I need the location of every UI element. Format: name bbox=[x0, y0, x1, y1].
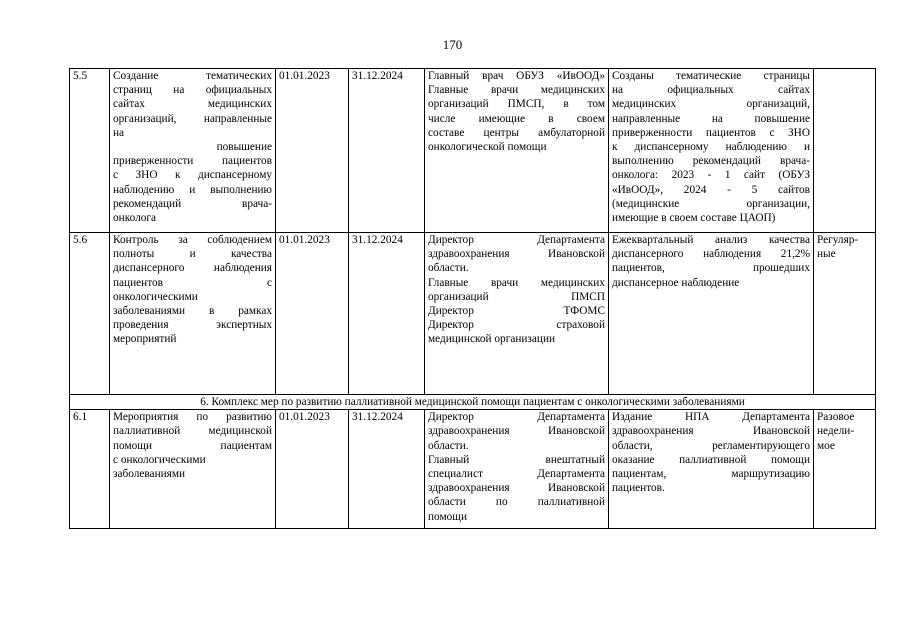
cell-text-line: ные bbox=[817, 248, 836, 261]
cell-text-line: медицинских организаций, bbox=[612, 98, 810, 111]
cell-text-line: онкологическими bbox=[113, 290, 198, 303]
responsible-cell bbox=[425, 410, 609, 529]
cell-text-line: Разовое bbox=[817, 411, 855, 424]
start-date: 01.01.2023 bbox=[276, 410, 349, 529]
table-row-6-1 bbox=[70, 410, 876, 529]
periodicity-cell bbox=[814, 233, 876, 395]
cell-text-line: здравоохранения Ивановской bbox=[428, 482, 605, 495]
cell-text-line: Главные врачи медицинских bbox=[428, 276, 605, 289]
table-row-5-6 bbox=[70, 233, 876, 395]
cell-text-line: заболеваниями в рамках bbox=[113, 305, 272, 318]
cell-text-line: организаций ПМСП bbox=[428, 290, 605, 303]
cell-text-line: диспансерного наблюдения bbox=[113, 262, 272, 275]
cell-text-line: составе центры амбулаторной bbox=[428, 126, 605, 139]
activity-cell bbox=[110, 69, 276, 233]
start-date: 01.01.2023 bbox=[276, 233, 349, 395]
responsible-cell bbox=[425, 69, 609, 233]
cell-text-line: мое bbox=[817, 439, 835, 452]
end-date: 31.12.2024 bbox=[349, 233, 425, 395]
cell-text-line: организаций, направленные bbox=[113, 112, 272, 125]
cell-text-line: Директор ТФОМС bbox=[428, 305, 605, 318]
cell-text-line: пациентам, маршрутизацию bbox=[612, 468, 810, 481]
cell-text-line: Директор Департамента bbox=[428, 234, 605, 246]
cell-text-line: наблюдению и выполнению bbox=[113, 183, 272, 196]
cell-text-line: проведения экспертных bbox=[113, 319, 272, 332]
result-cell bbox=[609, 233, 814, 395]
cell-text-line: здравоохранения Ивановской bbox=[612, 425, 810, 438]
cell-text-line: онкологической помощи bbox=[428, 141, 547, 154]
end-date: 31.12.2024 bbox=[349, 410, 425, 529]
cell-text-line: диспансерное наблюдение bbox=[612, 276, 740, 289]
cell-text-line: Регуляр- bbox=[817, 234, 859, 246]
cell-text-line: (медицинские организации, bbox=[612, 197, 810, 210]
cell-text-line: на официальных сайтах bbox=[612, 84, 810, 97]
cell-text-line: Главный врач ОБУЗ «ИвООД» bbox=[428, 70, 605, 82]
measures-table bbox=[69, 68, 876, 529]
cell-text-line: области. bbox=[428, 439, 469, 452]
end-date: 31.12.2024 bbox=[349, 69, 425, 233]
cell-text-line: Создание тематических bbox=[113, 70, 272, 82]
cell-text-line: области, регламентирующего bbox=[612, 439, 810, 452]
cell-text-line: Контроль за соблюдением bbox=[113, 234, 272, 246]
activity-cell bbox=[110, 410, 276, 529]
cell-text-line: с ЗНО к диспансерному bbox=[113, 169, 272, 182]
cell-text-line: Главные врачи медицинских bbox=[428, 84, 605, 97]
cell-text-line: здравоохранения Ивановской bbox=[428, 248, 605, 261]
cell-text-line: онколога: 2023 - 1 сайт (ОБУЗ bbox=[612, 169, 810, 182]
cell-text-line: здравоохранения Ивановской bbox=[428, 425, 605, 438]
responsible-cell bbox=[425, 233, 609, 395]
cell-text-line: паллиативной медицинской bbox=[113, 425, 272, 438]
cell-text-line: Созданы тематические страницы bbox=[612, 70, 810, 82]
cell-text-line: специалист Департамента bbox=[428, 468, 605, 481]
cell-text-line: области. bbox=[428, 262, 469, 275]
start-date: 01.01.2023 bbox=[276, 69, 349, 233]
cell-text-line: приверженности пациентов bbox=[113, 155, 272, 168]
cell-text-line: страниц на официальных bbox=[113, 84, 272, 97]
cell-text-line: выполнению рекомендаций врача- bbox=[612, 155, 810, 168]
cell-text-line: повышение bbox=[216, 141, 272, 154]
cell-text-line: Директор страховой bbox=[428, 319, 605, 332]
cell-text-line: онколога bbox=[113, 212, 157, 225]
cell-text-line: недели- bbox=[817, 425, 855, 438]
table-row-5-5 bbox=[70, 69, 876, 233]
cell-text-line: области по паллиативной bbox=[428, 496, 605, 509]
cell-text-line: помощи bbox=[428, 510, 468, 523]
cell-text-line: пациентов с bbox=[113, 276, 272, 289]
cell-text-line: организаций ПМСП, в том bbox=[428, 98, 605, 111]
cell-text-line: сайтах медицинских bbox=[113, 98, 272, 111]
cell-text-line: заболеваниями bbox=[113, 468, 186, 481]
row-number: 5.5 bbox=[70, 69, 110, 233]
activity-cell bbox=[110, 233, 276, 395]
cell-text-line: «ИвООД», 2024 - 5 сайтов bbox=[612, 183, 810, 196]
cell-text-line: медицинской организации bbox=[428, 333, 556, 346]
section-6-title: 6. Комплекс мер по развитию паллиативной медицинской помощи пациентам с онкологическими заболеваниями bbox=[70, 395, 876, 410]
cell-text-line: пациентов, прошедших bbox=[612, 262, 810, 275]
cell-text-line: Директор Департамента bbox=[428, 411, 605, 424]
cell-text-line: имеющие в своем составе ЦАОП) bbox=[612, 212, 776, 225]
result-cell bbox=[609, 410, 814, 529]
cell-text-line: Издание НПА Департамента bbox=[612, 411, 810, 424]
cell-text-line: числе имеющие в своем bbox=[428, 112, 605, 125]
cell-text-line: диспансерного наблюдения 21,2% bbox=[612, 248, 810, 261]
cell-text-line: мероприятий bbox=[113, 333, 177, 346]
cell-text-line: оказание паллиативной помощи bbox=[612, 453, 810, 466]
periodicity-cell bbox=[814, 69, 876, 233]
periodicity-cell bbox=[814, 410, 876, 529]
cell-text-line: пациентов. bbox=[612, 482, 665, 495]
result-cell bbox=[609, 69, 814, 233]
page-number: 170 bbox=[442, 37, 463, 52]
cell-text-line: Главный внештатный bbox=[428, 453, 605, 466]
row-number: 5.6 bbox=[70, 233, 110, 395]
cell-text-line: помощи пациентам bbox=[113, 439, 272, 452]
cell-text-line: полноты и качества bbox=[113, 248, 272, 261]
cell-text-line: направленные на повышение bbox=[612, 112, 810, 125]
cell-text-line: рекомендаций врача- bbox=[113, 197, 272, 210]
cell-text-line: Ежеквартальный анализ качества bbox=[612, 234, 810, 246]
cell-text-line: на bbox=[113, 126, 125, 139]
cell-text-line: с онкологическими bbox=[113, 453, 206, 466]
cell-text-line: приверженности пациентов с ЗНО bbox=[612, 126, 810, 139]
row-number: 6.1 bbox=[70, 410, 110, 529]
cell-text-line: Мероприятия по развитию bbox=[113, 411, 272, 424]
cell-text-line: к диспансерному наблюдению и bbox=[612, 141, 810, 154]
section-header-row bbox=[70, 395, 876, 410]
